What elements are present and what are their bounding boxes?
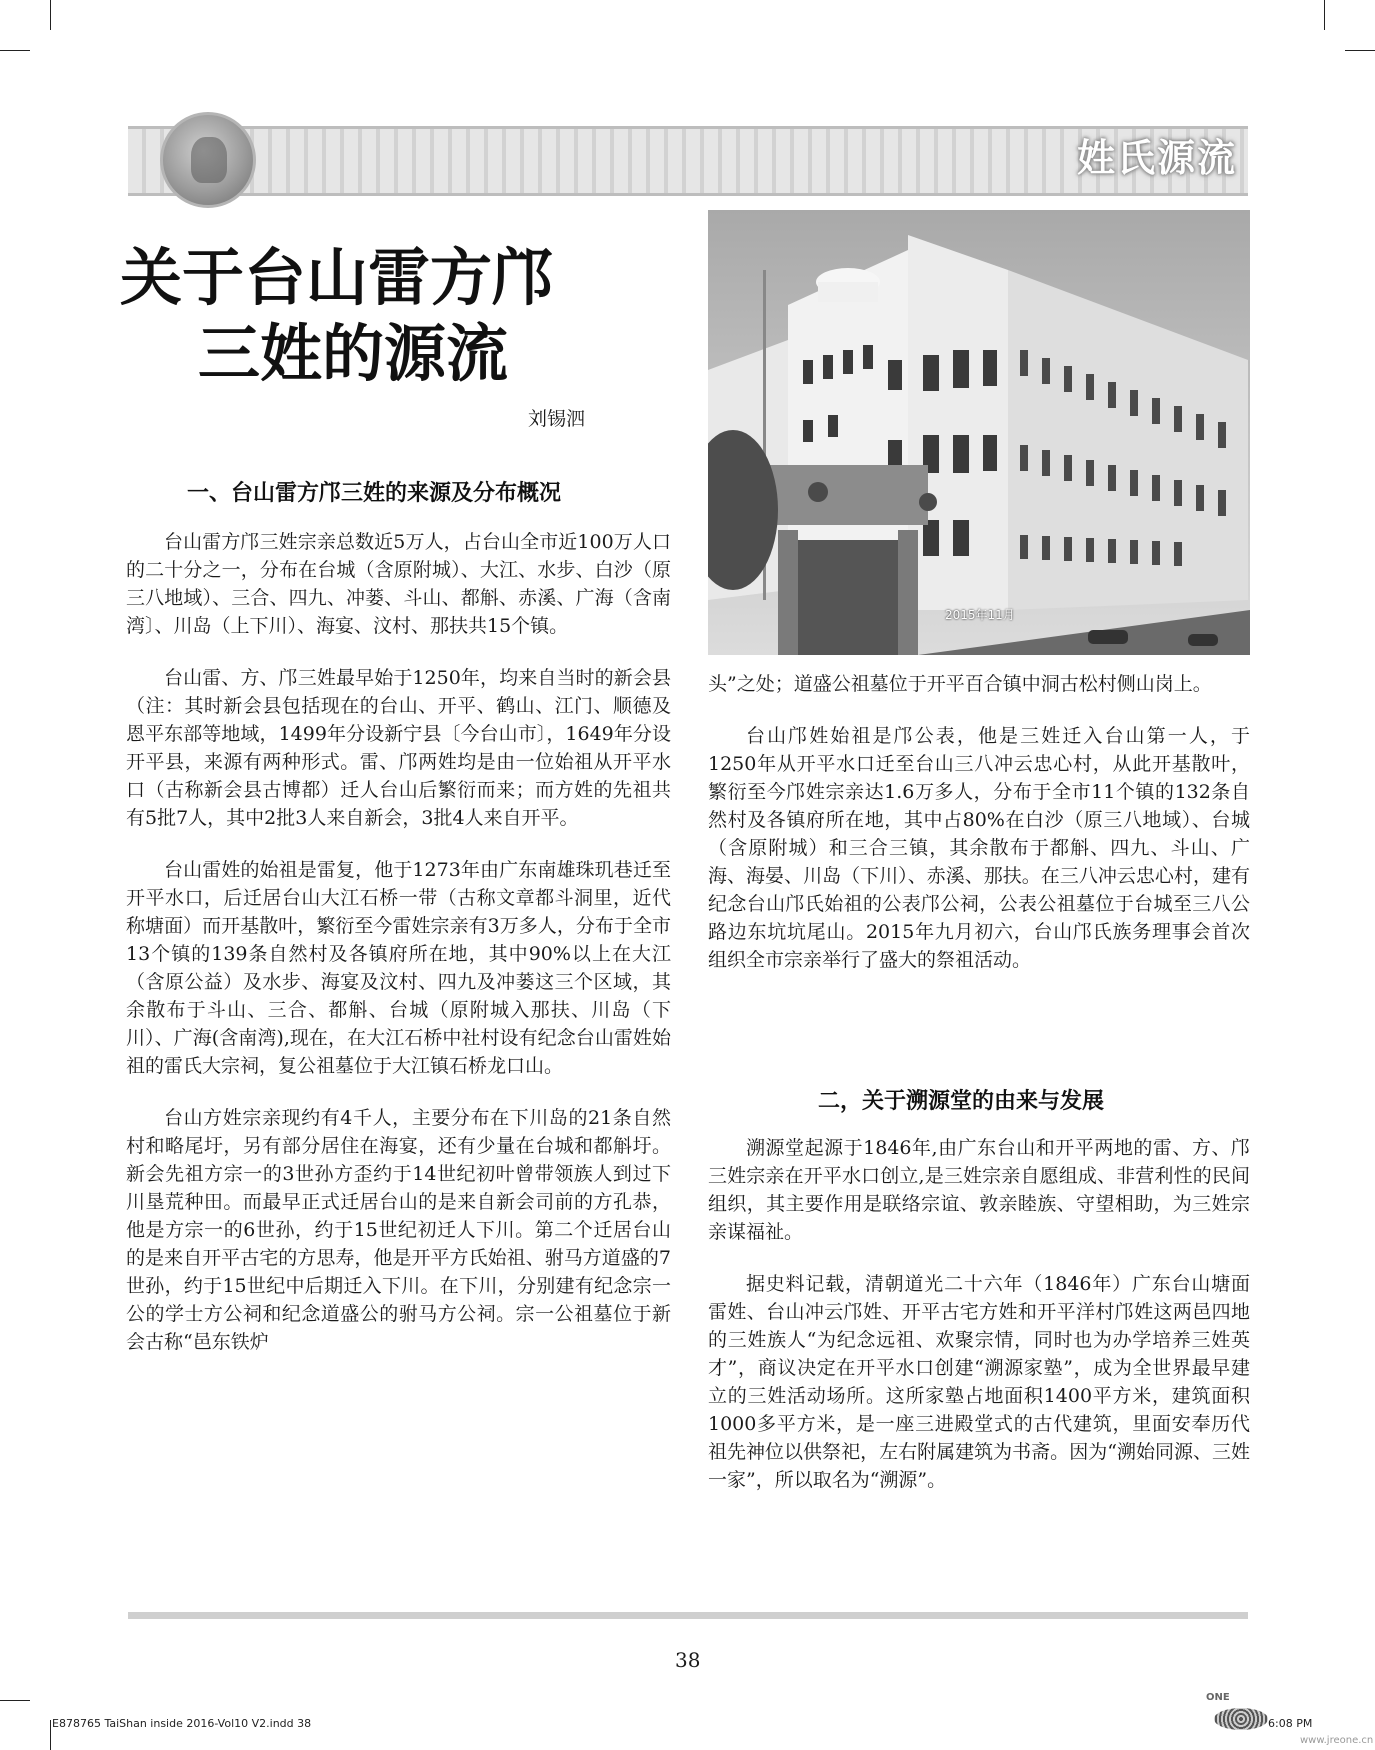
section-tag: 姓氏源流 [1076,136,1237,180]
right-column-top [708,670,1250,998]
crop-mark [0,1700,30,1701]
right-column-bottom [708,1134,1250,1518]
watermark-url: www.jreone.cn [1300,1735,1374,1746]
watermark-emblem-icon [1214,1708,1268,1730]
section-heading-2: 二，关于溯源堂的由来与发展 [818,1089,1105,1114]
paragraph: 台山邝姓始祖是邝公表，他是三姓迁入台山第一人，于1250年从开平水口迁至台山三八冲云忠心村，从此开基散叶，繁衍至今邝姓宗亲达1.6万多人，分布于全市11个镇的132条自然村及各镇府所在地，其中占80%在白沙（原三八地域）、台城（含原附城）和三合三镇，其余散布于都斛、四九、斗山、广海、海晏、川岛（下川）、赤溪、那扶。在三八冲云忠心村，建有纪念台山邝氏始祖的公表邝公祠，公表公祖墓位于台城至三八公路边东坑坑尾山。2015年九月初六，台山邝氏族务理事会首次组织全市宗亲举行了盛大的祭祖活动。 [708,725,1250,971]
ornament-medallion-icon [160,112,256,208]
left-column [126,528,671,1380]
building-photo [708,210,1250,655]
paragraph: 头”之处；道盛公祖墓位于开平百合镇中洞古松村侧山岗上。 [708,673,1212,695]
print-time: 6:08 PM [1268,1717,1313,1730]
paragraph: 台山雷、方、邝三姓最早始于1250年，均来自当时的新会县（注：其时新会县包括现在的台山、开平、鹤山、江门、顺德及恩平东部等地域，1499年分设新宁县〔今台山市〕，1649年分设开平县，来源有两种形式。雷、邝两姓均是由一位始祖从开平水口（古称新会县古博都）迁人台山后繁衍而来；而方姓的先祖共有5批7人，其中2批3人来自新会，3批4人来自开平。 [126,667,671,829]
print-slug: E878765 TaiShan inside 2016-Vol10 V2.indd 38 [52,1717,312,1730]
author-byline: 刘锡泗 [528,408,586,430]
crop-mark [1345,50,1375,51]
crop-mark [0,50,30,51]
footer-rule [128,1612,1248,1619]
watermark-logo: ONE [1206,1692,1230,1703]
article-title [120,240,660,392]
page-number: 38 [675,1648,701,1672]
paragraph: 台山雷姓的始祖是雷复，他于1273年由广东南雄珠玑巷迁至开平水口，后迁居台山大江石桥一带（古称文章都斗洞里，近代称塘面）而开基散叶，繁衍至今雷姓宗亲有3万多人，分布于全市13个镇的139条自然村及各镇府所在地，其中90%以上在大江（含原公益）及水步、海宴及汶村、四九及冲蒌这三个区域，其余散布于斗山、三合、都斛、台城（原附城入那扶、川岛（下川）、广海(含南湾),现在，在大江石桥中社村设有纪念台山雷姓始祖的雷氏大宗祠，复公祖墓位于大江镇石桥龙口山。 [126,859,671,1077]
section-heading-1: 一、台山雷方邝三姓的来源及分布概况 [187,481,562,506]
paragraph: 据史料记载，清朝道光二十六年（1846年）广东台山塘面雷姓、台山冲云邝姓、开平古宅方姓和开平洋村邝姓这两邑四地的三姓族人“为纪念远祖、欢聚宗情，同时也为办学培养三姓英才”，商议决定在开平水口创建“溯源家塾”，成为全世界最早建立的三姓活动场所。这所家塾占地面积1400平方米，建筑面积1000多平方米，是一座三进殿堂式的古代建筑，里面安奉历代祖先神位以供祭祀，左右附属建筑为书斋。因为“溯始同源、三姓一家”，所以取名为“溯源”。 [708,1273,1250,1491]
paragraph: 溯源堂起源于1846年,由广东台山和开平两地的雷、方、邝三姓宗亲在开平水口创立,是三姓宗亲自愿组成、非营利性的民间组织，其主要作用是联络宗谊、敦亲睦族、守望相助，为三姓宗亲谋福祉。 [708,1137,1250,1243]
paragraph: 台山雷方邝三姓宗亲总数近5万人，占台山全市近100万人口的二十分之一，分布在台城（含原附城）、大江、水步、白沙（原三八地域）、三合、四九、冲蒌、斗山、都斛、赤溪、广海（含南湾〕、川岛（上下川）、海宴、汶村、那扶共15个镇。 [126,531,671,637]
crop-mark [50,1720,51,1750]
title-line-1: 关于台山雷方邝 [120,241,555,314]
title-line-2: 三姓的源流 [198,317,509,390]
crop-mark [50,0,51,30]
paragraph: 台山方姓宗亲现约有4千人，主要分布在下川岛的21条自然村和略尾圩，另有部分居住在海宴，还有少量在台城和都斛圩。新会先祖方宗一的3世孙方歪约于14世纪初叶曾带领族人到过下川垦荒种田。而最早正式迁居台山的是来自新会司前的方孔恭，他是方宗一的6世孙，约于15世纪初迁人下川。第二个迁居台山的是来自开平古宅的方思寿，他是开平方氏始祖、驸马方道盛的7世孙，约于15世纪中后期迁入下川。在下川，分别建有纪念宗一公的学士方公祠和纪念道盛公的驸马方公祠。宗一公祖墓位于新会古称“邑东铁炉 [126,1107,671,1353]
crop-mark [1324,0,1325,30]
photo-date-caption: 2015年11月 [945,608,1015,622]
